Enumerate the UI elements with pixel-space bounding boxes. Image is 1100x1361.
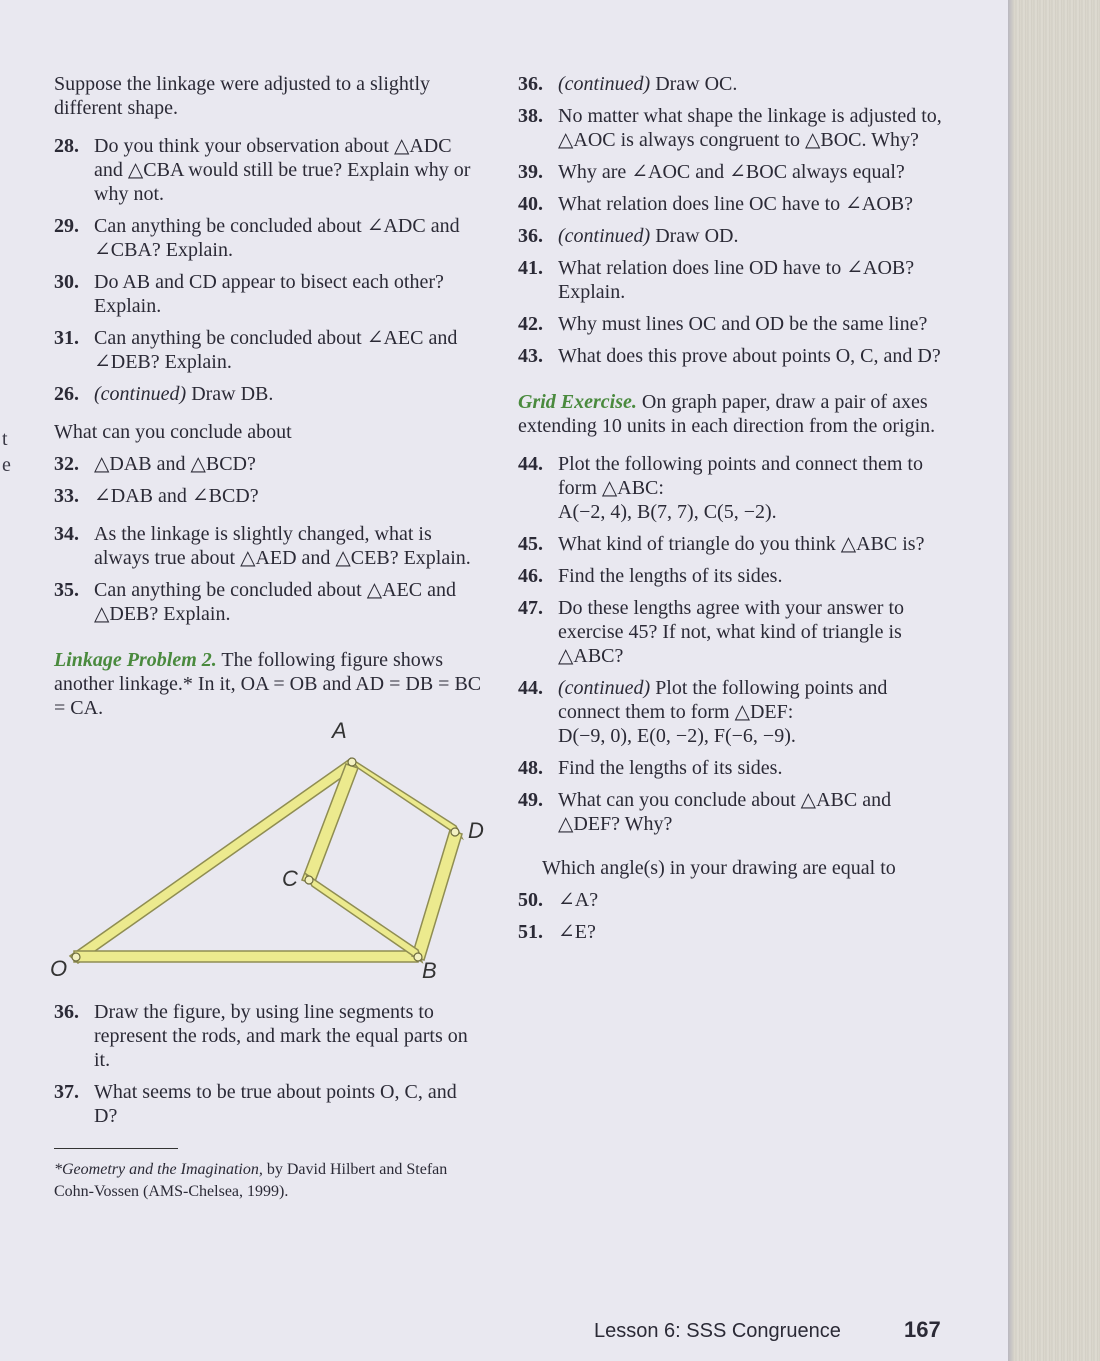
question-34: [54, 522, 484, 570]
question-number: 47.: [518, 597, 543, 619]
question-45: [518, 532, 948, 556]
question-number: 46.: [518, 565, 543, 587]
coordinates: A(−2, 4), B(7, 7), C(5, −2).: [558, 501, 777, 523]
linkage-problem-text: The following figure shows another linkage.* In it, OA = OB and AD = DB = BC = CA.: [54, 649, 482, 719]
question-36-continued-od: [518, 224, 948, 248]
question-text: Draw DB.: [191, 383, 274, 405]
question-text: ∠A?: [558, 889, 599, 911]
question-text: What can you conclude about △ABC and △DEF? Why?: [558, 789, 892, 835]
question-number: 36.: [54, 1001, 79, 1023]
question-text: Why must lines OC and OD be the same line?: [558, 313, 928, 335]
question-text: Draw OD.: [655, 225, 739, 247]
continued-label: (continued): [558, 225, 651, 247]
question-number: 43.: [518, 345, 543, 367]
question-51: [518, 920, 948, 944]
right-column: [518, 72, 948, 952]
pivot-c: [305, 876, 313, 884]
grid-exercise-paragraph: [518, 390, 948, 438]
pivot-a: [348, 758, 356, 766]
question-43: [518, 344, 948, 368]
intro-paragraph: Suppose the linkage were adjusted to a slightly different shape.: [54, 73, 431, 119]
question-text: Plot the following points and connect them to form △DEF:: [558, 677, 888, 723]
question-text: Draw OC.: [655, 73, 738, 95]
question-text: Can anything be concluded about △AEC and △DEB? Explain.: [94, 579, 456, 625]
question-text: Do you think your observation about △ADC and △CBA would still be true? Explain why or why not.: [94, 135, 471, 205]
question-number: 44.: [518, 677, 543, 699]
question-text: Why are ∠AOC and ∠BOC always equal?: [558, 161, 905, 183]
label-a: A: [332, 718, 347, 743]
question-number: 49.: [518, 789, 543, 811]
question-44-continued: [518, 676, 948, 748]
left-column: [50, 72, 484, 1203]
page-number: 167: [904, 1317, 941, 1342]
question-36-continued-oc: [518, 72, 948, 96]
question-text: ∠E?: [558, 921, 596, 943]
question-number: 28.: [54, 135, 79, 157]
question-36: [54, 1000, 484, 1072]
question-number: 36.: [518, 73, 543, 95]
question-41: [518, 256, 948, 304]
question-38: [518, 104, 948, 152]
question-39: [518, 160, 948, 184]
question-text: Do these lengths agree with your answer to exercise 45? If not, what kind of triangle is △ABC?: [558, 597, 905, 667]
question-37: [54, 1080, 484, 1128]
question-text: Find the lengths of its sides.: [558, 565, 783, 587]
question-42: [518, 312, 948, 336]
linkage-diagram: [54, 722, 484, 992]
question-number: 30.: [54, 271, 79, 293]
margin-mark-2: e: [2, 454, 11, 476]
pivot-b: [414, 953, 422, 961]
question-46: [518, 564, 948, 588]
grid-exercise-text: On graph paper, draw a pair of axes extending 10 units in each direction from the origin.: [518, 391, 936, 437]
question-text: Can anything be concluded about ∠ADC and ∠CBA? Explain.: [94, 215, 460, 261]
lead-text: Which angle(s) in your drawing are equal to: [542, 857, 896, 879]
question-40: [518, 192, 948, 216]
question-text: What seems to be true about points O, C, and D?: [94, 1081, 457, 1127]
footnote-rule: [54, 1148, 178, 1149]
question-29: [54, 214, 484, 262]
question-number: 41.: [518, 257, 543, 279]
label-b: B: [422, 958, 437, 983]
question-28: [54, 134, 484, 206]
footer-lesson-title: Lesson 6: SSS Congruence: [594, 1320, 841, 1342]
margin-mark-1: t: [2, 428, 8, 450]
question-number: 38.: [518, 105, 543, 127]
question-number: 40.: [518, 193, 543, 215]
question-text: ∠DAB and ∠BCD?: [94, 485, 259, 507]
question-text: Do AB and CD appear to bisect each other? Explain.: [94, 271, 444, 317]
grid-exercise-title: Grid Exercise.: [518, 391, 637, 413]
question-number: 51.: [518, 921, 543, 943]
question-text: What relation does line OD have to ∠AOB? Explain.: [558, 257, 915, 303]
question-31: [54, 326, 484, 374]
coordinates: D(−9, 0), E(0, −2), F(−6, −9).: [558, 725, 796, 747]
question-number: 26.: [54, 383, 79, 405]
question-33: [54, 484, 484, 508]
rod-ob: [74, 951, 418, 962]
question-text: As the linkage is slightly changed, what is always true about △AED and △CEB? Explain.: [94, 523, 471, 569]
question-text: What kind of triangle do you think △ABC is?: [558, 533, 925, 555]
book-page-edge: [1008, 0, 1100, 1361]
question-text: What relation does line OC have to ∠AOB?: [558, 193, 913, 215]
question-number: 31.: [54, 327, 79, 349]
label-o: O: [50, 956, 68, 981]
pivot-d: [451, 828, 459, 836]
label-c: C: [282, 866, 298, 891]
question-number: 48.: [518, 757, 543, 779]
continued-label: (continued): [94, 383, 187, 405]
rod-ad: [350, 758, 462, 838]
question-number: 29.: [54, 215, 79, 237]
footnote-title: *Geometry and the Imagination,: [54, 1161, 263, 1178]
continued-label: (continued): [558, 677, 651, 699]
question-number: 50.: [518, 889, 543, 911]
question-35: [54, 578, 484, 626]
question-text: Can anything be concluded about ∠AEC and ∠DEB? Explain.: [94, 327, 458, 373]
question-number: 34.: [54, 523, 79, 545]
linkage-problem-title: Linkage Problem 2.: [54, 649, 217, 671]
question-32: [54, 452, 484, 476]
linkage-problem-paragraph: [54, 648, 484, 720]
question-number: 35.: [54, 579, 79, 601]
footnote: [54, 1159, 484, 1203]
question-44: [518, 452, 948, 524]
question-number: 39.: [518, 161, 543, 183]
question-47: [518, 596, 948, 668]
question-number: 32.: [54, 453, 79, 475]
question-26-continued: [54, 382, 484, 406]
question-number: 33.: [54, 485, 79, 507]
label-d: D: [468, 818, 484, 843]
question-text: No matter what shape the linkage is adjusted to, △AOC is always congruent to △BOC. Why?: [558, 105, 942, 151]
question-text: Plot the following points and connect them to form △ABC:: [558, 453, 923, 499]
question-number: 44.: [518, 453, 543, 475]
question-text: △DAB and △BCD?: [94, 453, 256, 475]
question-number: 36.: [518, 225, 543, 247]
pivot-o: [72, 953, 80, 961]
question-30: [54, 270, 484, 318]
question-number: 42.: [518, 313, 543, 335]
question-text: What does this prove about points O, C, and D?: [558, 345, 941, 367]
question-48: [518, 756, 948, 780]
continued-label: (continued): [558, 73, 651, 95]
linkage-figure: [50, 718, 484, 992]
question-number: 37.: [54, 1081, 79, 1103]
lead-text: What can you conclude about: [54, 421, 292, 443]
rod-cb: [306, 874, 422, 962]
rod-db: [412, 830, 462, 960]
question-50: [518, 888, 948, 912]
question-text: Draw the figure, by using line segments to represent the rods, and mark the equal parts on it.: [94, 1001, 468, 1071]
question-text: Find the lengths of its sides.: [558, 757, 783, 779]
question-number: 45.: [518, 533, 543, 555]
footnote-text: by David Hilbert and Stefan Cohn-Vossen (AMS-Chelsea, 1999).: [54, 1161, 448, 1200]
question-49: [518, 788, 948, 836]
